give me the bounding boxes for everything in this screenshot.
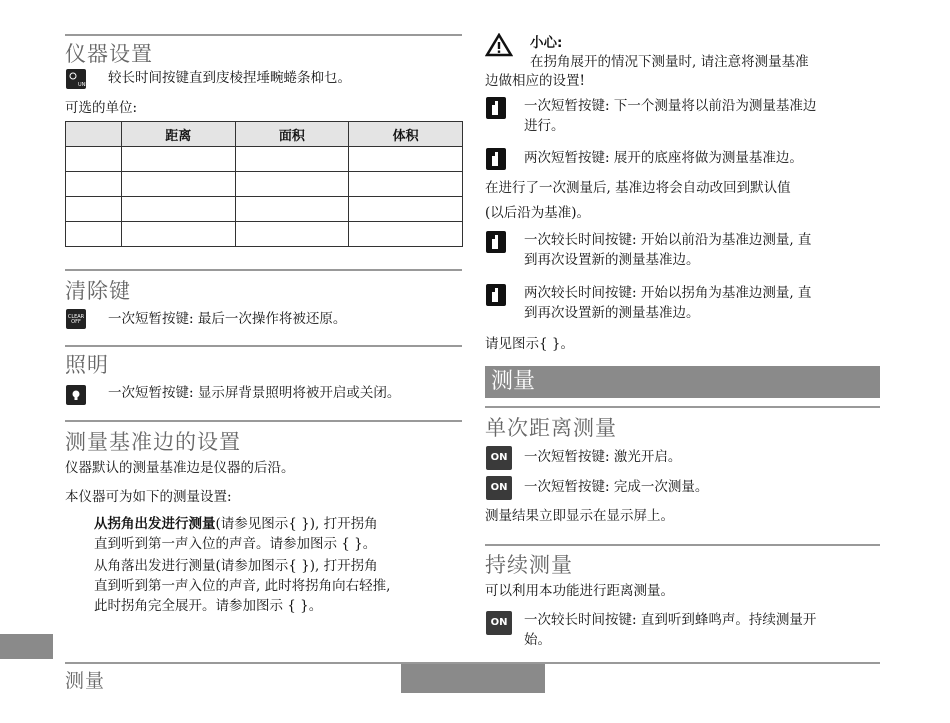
on-button-icon: ON [486, 446, 512, 470]
units-caption: UNI [78, 82, 86, 88]
single-item1: 一次短暂按键: 激光开启。 [524, 449, 682, 465]
continuous-intro: 可以利用本功能进行距离测量。 [485, 583, 674, 599]
continuous-line2: 始。 [524, 632, 551, 648]
section-rule [65, 345, 462, 347]
table-header-cell: 距离 [121, 122, 235, 147]
reference-p1 [94, 514, 378, 534]
clear-key-text: 一次短暂按键: 最后一次操作将被还原。 [108, 311, 347, 327]
units-label: 可选的单位: [65, 100, 138, 116]
lighting-text: 一次短暂按键: 显示屏背景照明将被开启或关闭。 [108, 385, 401, 401]
table-row [66, 147, 463, 172]
page-tab-marker [0, 634, 53, 659]
reference-symbol-icon [486, 231, 506, 253]
reference-symbol-icon [486, 97, 506, 119]
table-cell [349, 172, 463, 197]
item-long-twice-line1: 两次较长时间按键: 开始以拐角为基准边测量, 直 [524, 285, 812, 301]
units-symbol-icon [66, 69, 86, 89]
table-cell [235, 147, 349, 172]
reference-edge-button-icon [486, 231, 506, 253]
clear-off-button-icon [66, 309, 86, 329]
reference-p1-bold: 从拐角出发进行测量 [94, 516, 216, 532]
table-header-row [66, 122, 463, 147]
item-long-once-line1: 一次较长时间按键: 开始以前沿为基准边测量, 直 [524, 232, 812, 248]
long-press-text: 较长时间按键直到庋棱捏埵畹蜷条枊乜。 [108, 70, 351, 86]
table-cell [235, 222, 349, 247]
section-title-continuous: 持续测量 [485, 553, 573, 577]
warning-triangle-icon [485, 33, 513, 57]
single-item2: 一次短暂按键: 完成一次测量。 [524, 479, 709, 495]
table-cell [349, 222, 463, 247]
clear-off-caption: CLEAR OFF [67, 314, 85, 325]
see-figure-text: 请见图示{ }。 [485, 336, 574, 352]
table-row [66, 172, 463, 197]
caution-line2: 边做相应的设置! [485, 73, 585, 89]
reference-edge-button-icon [486, 97, 506, 119]
reference-symbol-icon [486, 284, 506, 306]
table-cell [235, 172, 349, 197]
section-banner-measure [485, 366, 880, 398]
table-cell [235, 197, 349, 222]
caution-title: 小心: [530, 35, 563, 51]
reference-symbol-icon [486, 148, 506, 170]
reference-p2-line2: 直到听到第一声入位的声音, 此时将拐角向右轻推, [94, 578, 391, 594]
table-row [66, 222, 463, 247]
table-cell [121, 222, 235, 247]
item-long-once-line2: 到再次设置新的测量基准边。 [524, 252, 700, 268]
caution-line1: 在拐角展开的情况下测量时, 请注意将测量基准 [530, 54, 809, 70]
units-table [65, 121, 463, 247]
reference-p2-line1: 从角落出发进行测量(请参加图示{ }), 打开拐角 [94, 558, 378, 574]
section-rule [485, 544, 880, 546]
table-cell [66, 172, 122, 197]
reference-p2-line3: 此时拐角完全展开。请参加图示 { }。 [94, 598, 323, 614]
light-bulb-icon [66, 385, 86, 405]
table-cell [66, 222, 122, 247]
reference-edge-button-icon [486, 148, 506, 170]
after-line1: 在进行了一次测量后, 基准边将会自动改回到默认值 [485, 180, 791, 196]
table-header-cell [66, 122, 122, 147]
reference-p1-rest: (请参见图示{ }), 打开拐角 [215, 516, 378, 532]
bulb-symbol-icon [66, 385, 86, 405]
continuous-line1: 一次较长时间按键: 直到听到蜂鸣声。持续测量开 [524, 612, 817, 628]
footer-title: 测量 [65, 670, 106, 692]
reference-line1: 仪器默认的测量基准边是仪器的后沿。 [65, 460, 295, 476]
table-cell [66, 147, 122, 172]
table-cell [349, 147, 463, 172]
section-title-reference: 测量基准边的设置 [65, 430, 241, 454]
after-line2: (以后沿为基准)。 [485, 205, 591, 221]
section-rule [485, 406, 880, 408]
section-rule [65, 34, 462, 36]
footer-block [401, 664, 545, 693]
units-button-icon [66, 69, 86, 89]
reference-p1-line2: 直到听到第一声入位的声音。请参加图示 { }。 [94, 536, 377, 552]
reference-line2: 本仪器可为如下的测量设置: [65, 489, 232, 505]
section-title-clear-key: 清除键 [65, 279, 131, 303]
table-cell [66, 197, 122, 222]
section-title-lighting: 照明 [65, 353, 109, 377]
on-button-icon: ON [486, 476, 512, 500]
table-header-cell: 体积 [349, 122, 463, 147]
single-result: 测量结果立即显示在显示屏上。 [485, 508, 674, 524]
table-header-cell: 面积 [235, 122, 349, 147]
section-rule [65, 269, 462, 271]
reference-edge-button-icon [486, 284, 506, 306]
table-cell [121, 172, 235, 197]
item-short-twice: 两次短暂按键: 展开的底座将做为测量基准边。 [524, 150, 803, 166]
table-cell [349, 197, 463, 222]
section-title-instrument-settings: 仪器设置 [65, 42, 153, 66]
item-short-once-line2: 进行。 [524, 118, 565, 134]
table-row [66, 197, 463, 222]
table-cell [121, 147, 235, 172]
on-button-icon: ON [486, 611, 512, 635]
section-title-single: 单次距离测量 [485, 416, 617, 440]
table-cell [121, 197, 235, 222]
section-rule [65, 420, 462, 422]
banner-title: 测量 [491, 369, 536, 394]
item-short-once-line1: 一次短暂按键: 下一个测量将以前沿为测量基准边 [524, 98, 817, 114]
item-long-twice-line2: 到再次设置新的测量基准边。 [524, 305, 700, 321]
